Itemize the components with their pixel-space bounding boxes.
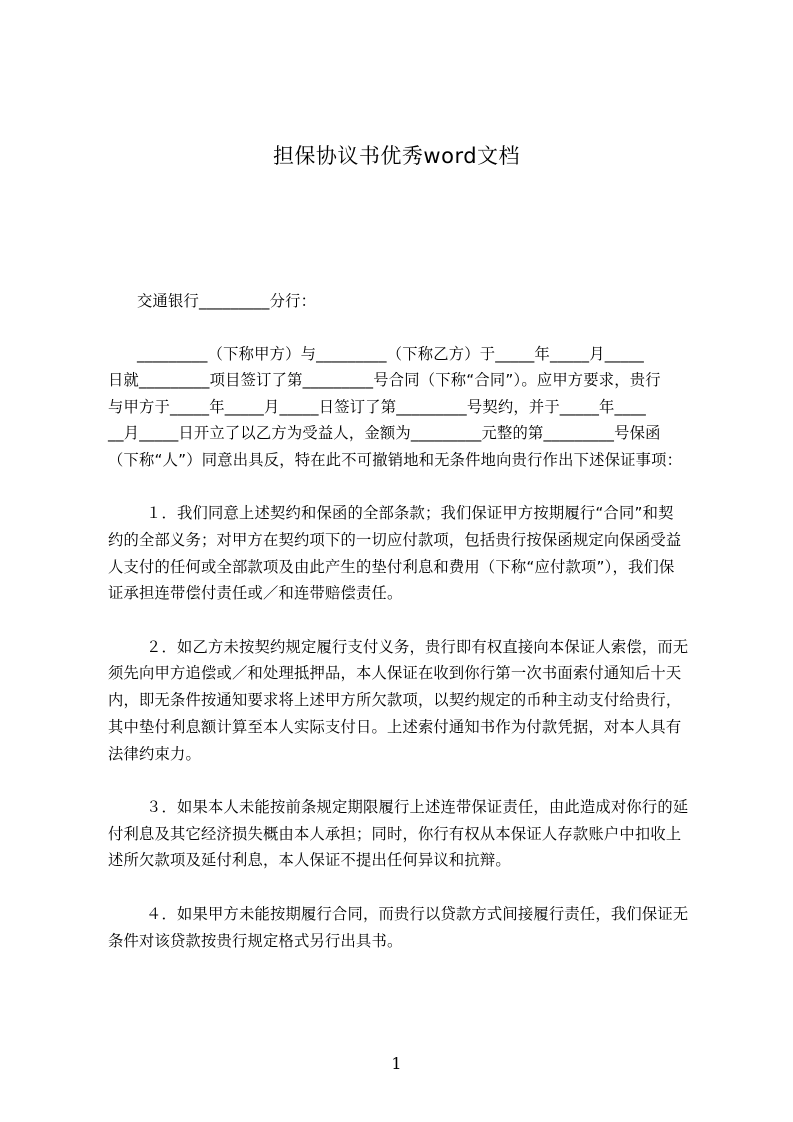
salutation: 交通银行_________分行： (137, 292, 317, 310)
clause-1-line: 证承担连带偿付责任或／和连带赔偿责任。 (108, 584, 403, 602)
intro-line: （下称“人”）同意出具反，特在此不可撤销地和无条件地向贵行作出下述保证事项： (108, 451, 683, 469)
clause-3-line: 付利息及其它经济损失概由本人承担；同时，你行有权从本保证人存款账户中扣收上 (108, 825, 682, 843)
clause-1-line: １．我们同意上述契约和保函的全部条款；我们保证甲方按期履行“合同”和契 (146, 504, 674, 522)
clause-1-line: 约的全部义务；对甲方在契约项下的一切应付款项，包括贵行按保函规定向保函受益 (108, 531, 682, 549)
page-number: 1 (391, 1054, 402, 1073)
page-title: 担保协议书优秀word文档 (272, 144, 521, 168)
clause-3-line: 述所欠款项及延付利息，本人保证不提出任何异议和抗辩。 (108, 851, 511, 869)
clause-1-line: 人支付的任何或全部款项及由此产生的垫付利息和费用（下称“应付款项”），我们保 (108, 558, 675, 576)
intro-line: 日就_________项目签订了第_________号合同（下称“合同”）。应甲方要求，贵行 (108, 371, 661, 389)
clause-2-line: 须先向甲方追偿或／和处理抵押品，本人保证在收到你行第一次书面索付通知后十天 (108, 664, 682, 682)
clause-4-line: 条件对该贷款按贵行规定格式另行出具书。 (108, 932, 403, 950)
clause-2-line: 其中垫付利息额计算至本人实际支付日。上述索付通知书作为付款凭据，对本人具有 (108, 718, 682, 736)
intro-line: 与甲方于_____年_____月_____日签订了第_________号契约，并于_____年____ (108, 398, 646, 416)
clause-4-line: ４．如果甲方未能按期履行合同，而贵行以贷款方式间接履行责任，我们保证无 (146, 905, 689, 923)
clause-2-line: 法律约束力。 (108, 745, 201, 763)
clause-2-line: 内，即无条件按通知要求将上述甲方所欠款项，以契约规定的币种主动支付给贵行， (108, 691, 682, 709)
clause-3-line: ３．如果本人未能按前条规定期限履行上述连带保证责任，由此造成对你行的延 (146, 798, 689, 816)
intro-line: __月_____日开立了以乙方为受益人，金额为_________元整的第_________号保函 (108, 424, 661, 442)
clause-2-line: ２．如乙方未按契约规定履行支付义务，贵行即有权直接向本保证人索偿，而无 (146, 638, 689, 656)
intro-line: _________（下称甲方）与_________（下称乙方）于_____年_____月_____ (137, 345, 644, 363)
